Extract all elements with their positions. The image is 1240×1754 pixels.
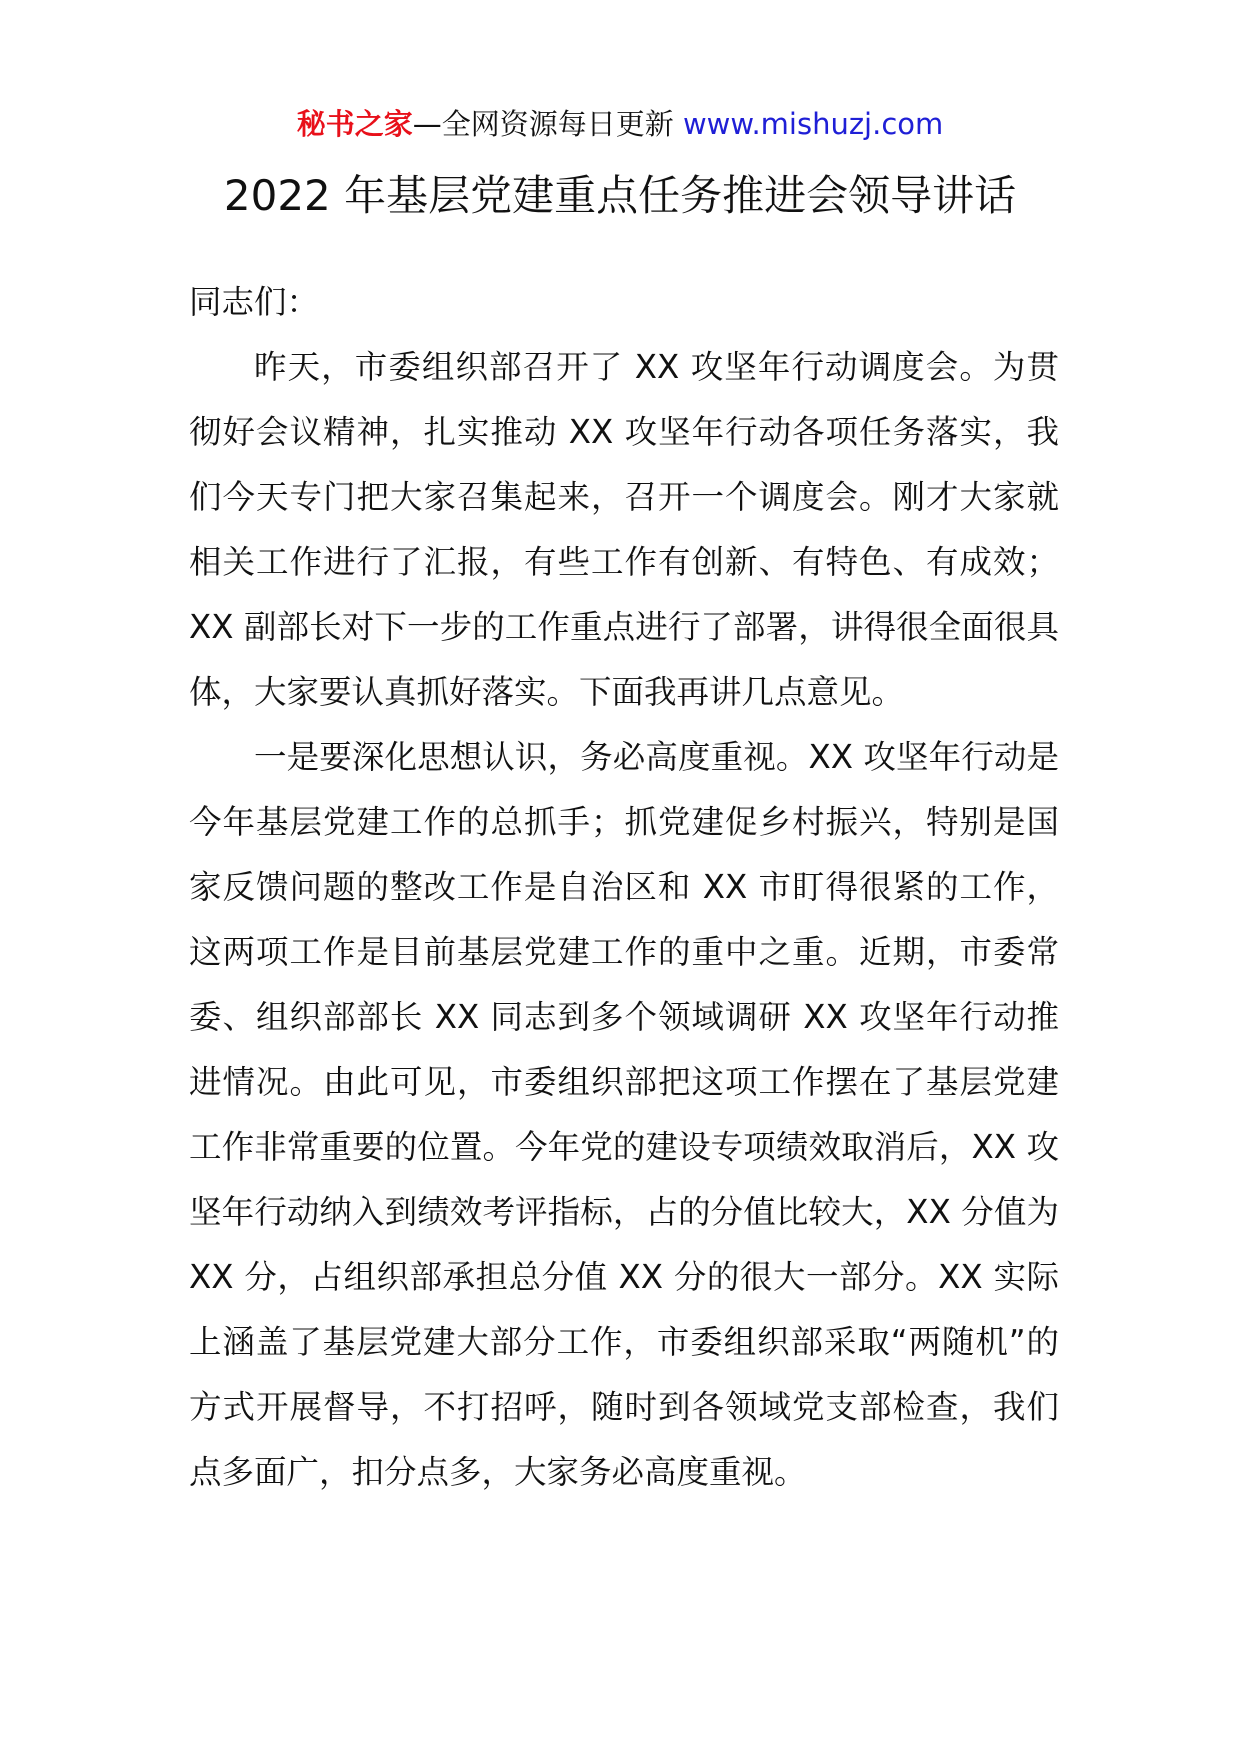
body-paragraph: 一是要深化思想认识，务必高度重视。XX 攻坚年行动是今年基层党建工作的总抓手；抓党建促乡村振兴，特别是国家反馈问题的整改工作是自治区和 XX 市盯得很紧的工作，这两项工作是目前基层党建工作的重中之重。近期，市委常委、组织部部长 XX 同志到多个领域调研 XX 攻坚年行动推进情况。由此可见，市委组织部把这项工作摆在了基层党建工作非常重要的位置。今年党的建设专项绩效取消后，XX 攻坚年行动纳入到绩效考评指标，占的分值比较大，XX 分值为 XX 分，占组织部承担总分值 XX 分的很大一部分。XX 实际上涵盖了基层党建大部分工作，市委组织部采取“两随机”的方式开展督导，不打招呼，随时到各领域党支部检查，我们点多面广，扣分点多，大家务必高度重视。 bbox=[189, 738, 1059, 1491]
document-title: 2022 年基层党建重点任务推进会领导讲话 bbox=[223, 171, 1017, 220]
header-slogan: —全网资源每日更新 bbox=[412, 107, 683, 141]
salutation: 同志们： bbox=[189, 283, 320, 321]
site-header bbox=[0, 104, 1240, 144]
brand-name: 秘书之家 bbox=[296, 107, 413, 141]
body-paragraph: 昨天，市委组织部召开了 XX 攻坚年行动调度会。为贯彻好会议精神，扎实推动 XX 攻坚年行动各项任务落实，我们今天专门把大家召集起来，召开一个调度会。刚才大家就相关工作进行了汇报，有些工作有创新、有特色、有成效；XX 副部长对下一步的工作重点进行了部署，讲得很全面很具体，大家要认真抓好落实。下面我再讲几点意见。 bbox=[189, 348, 1059, 711]
document-body bbox=[189, 270, 1059, 1505]
site-url-link[interactable]: www.mishuzj.com bbox=[682, 107, 944, 141]
